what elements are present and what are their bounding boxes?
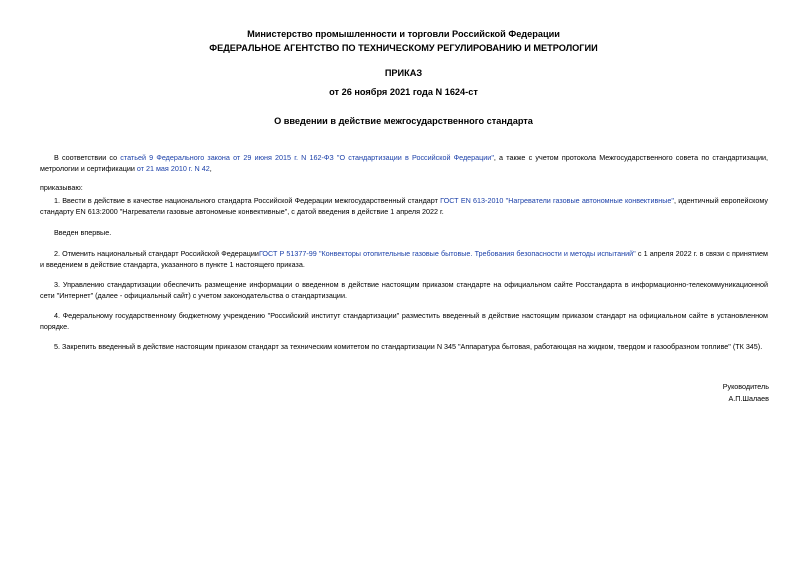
signatory-name: А.П.Шалаев: [728, 394, 769, 403]
ministry-name: Министерство промышленности и торговли Российской Федерации: [247, 29, 560, 39]
item-1-text: , идентичный европейскому стандарту EN 613:2000 "Нагреватели газовые автономные конвективные", с датой введения в действие 1 апреля 2022 г.: [40, 196, 768, 216]
item-2-text: с 1 апреля 2022 г. в связи с принятием и введением в действие стандарта, указанного в пункте 1 настоящего приказа.: [40, 249, 768, 269]
protocol-link[interactable]: от 21 мая 2010 г. N 42: [136, 163, 210, 173]
item-5-paragraph: 5. Закрепить введенный в действие настоящим приказом стандарт за техническим комитетом по стандартизации N 345 "Аппаратура бытовая, работающая на жидком, твердом и газообразном топливе" (ТК 345).: [54, 342, 763, 351]
item-1-paragraph: [40, 196, 768, 217]
item-2-paragraph: [40, 249, 768, 270]
gost-r-51377-link[interactable]: ГОСТ Р 51377-99 "Конвекторы отопительные газовые бытовые. Требования безопасности и методы испытаний": [258, 249, 636, 258]
preamble-paragraph: [40, 153, 768, 174]
document-date-number: от 26 ноября 2021 года N 1624-ст: [329, 87, 478, 97]
item-2-text: 2. Отменить национальный стандарт Российской Федерации: [54, 249, 259, 258]
item-1-text: 1. Ввести в действие в качестве национального стандарта Российской Федерации межгосударственный стандарт: [54, 196, 441, 205]
first-time-note: Введен впервые.: [54, 228, 112, 237]
preamble-text: В соответствии со: [54, 153, 121, 162]
signatory-role: Руководитель: [722, 382, 769, 391]
federal-law-link[interactable]: статьей 9 Федерального закона от 29 июня 2015 г. N 162-ФЗ "О стандартизации в Российской Федерации": [120, 153, 494, 162]
agency-name: ФЕДЕРАЛЬНОЕ АГЕНТСТВО ПО ТЕХНИЧЕСКОМУ РЕГУЛИРОВАНИЮ И МЕТРОЛОГИИ: [209, 43, 598, 53]
document-title: О введении в действие межгосударственного стандарта: [274, 116, 533, 126]
preamble-text: ,: [209, 163, 212, 173]
item-4-paragraph: 4. Федеральному государственному бюджетному учреждению "Российский институт стандартизации" разместить введенный в действие настоящим приказом стандарт на официальном сайте в установленном порядке.: [40, 311, 768, 331]
preamble-text: , а также с учетом протокола Межгосударственного совета по стандартизации, метрологии и сертификации: [40, 153, 768, 173]
gost-en-613-link[interactable]: ГОСТ EN 613-2010 "Нагреватели газовые автономные конвективные": [440, 196, 674, 205]
order-word: приказываю:: [40, 183, 83, 192]
document-type: ПРИКАЗ: [384, 68, 423, 78]
item-3-paragraph: 3. Управлению стандартизации обеспечить размещение информации о введенном в действие настоящим приказом стандарте на официальном сайте Росстандарта в информационно-телекоммуникационной сети "Интернет" (далее - официальный сайт) с учетом законодательства о стандартизации.: [40, 280, 768, 300]
